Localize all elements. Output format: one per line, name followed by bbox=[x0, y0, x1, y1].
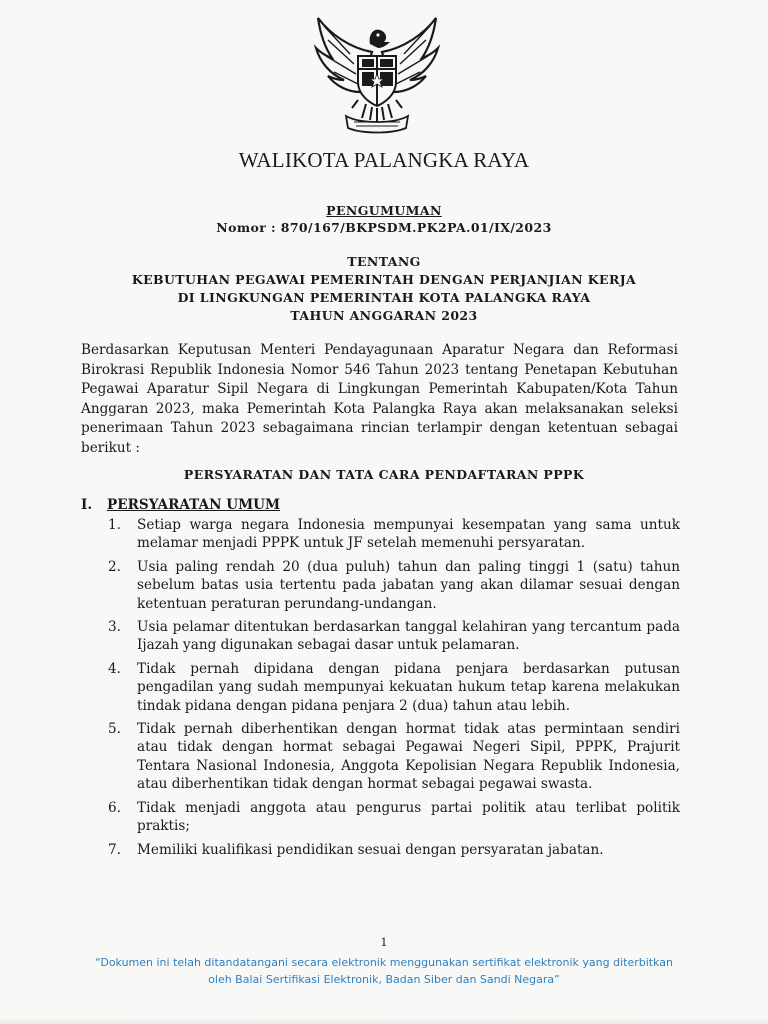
section-number: I. bbox=[81, 497, 93, 513]
item-text: Tidak pernah dipidana dengan pidana penjara berdasarkan putusan pengadilan yang sudah mempunyai kekuatan hukum tetap karena melakukan tindak pidana dengan pidana penjara 2 (dua) tahun atau lebih. bbox=[137, 660, 680, 714]
item-number: 4. bbox=[108, 660, 121, 677]
item-number: 2. bbox=[108, 558, 121, 575]
intro-paragraph: Berdasarkan Keputusan Menteri Pendayagunaan Aparatur Negara dan Reformasi Birokrasi Republik Indonesia Nomor 546 Tahun 2023 tentang Penetapan Kebutuhan Pegawai Aparatur Sipil Negara di Lingkungan Pemerintah Kabupaten/Kota Tahun Anggaran 2023, maka Pemerintah Kota Palangka Raya akan melaksanakan seleksi penerimaan Tahun 2023 sebagaimana rincian terlampir dengan ketentuan sebagai berikut : bbox=[81, 342, 678, 456]
item-text: Tidak pernah diberhentikan dengan hormat tidak atas permintaan sendiri atau tidak dengan hormat sebagai Pegawai Negeri Sipil, PPPK, Prajurit Tentara Nasional Indonesia, Anggota Kepolisian Negara Republik Indonesia, atau diberhentikan tidak dengan hormat sebagai pegawai swasta. bbox=[137, 721, 680, 793]
item-text: Tidak menjadi anggota atau pengurus partai politik atau terlibat politik praktis; bbox=[137, 799, 680, 835]
subject-line-2: DI LINGKUNGAN PEMERINTAH KOTA PALANGKA RAYA bbox=[177, 290, 591, 305]
e-signature-note-line-2: oleh Balai Sertifikasi Elektronik, Badan Siber dan Sandi Negara” bbox=[208, 973, 560, 986]
item-number: 5. bbox=[108, 721, 121, 738]
announcement-label: PENGUMUMAN bbox=[326, 203, 442, 218]
requirements-list bbox=[108, 516, 680, 864]
general-requirements-heading bbox=[81, 497, 280, 513]
item-text: Memiliki kualifikasi pendidikan sesuai dengan persyaratan jabatan. bbox=[137, 841, 604, 858]
subject-line-1: KEBUTUHAN PEGAWAI PEMERINTAH DENGAN PERJANJIAN KERJA bbox=[131, 272, 637, 287]
list-item bbox=[108, 660, 680, 715]
list-item bbox=[108, 618, 680, 655]
list-item bbox=[108, 799, 680, 836]
section-heading: PERSYARATAN DAN TATA CARA PENDAFTARAN PPPK bbox=[183, 467, 585, 482]
item-text: Usia pelamar ditentukan berdasarkan tanggal kelahiran yang tercantum pada Ijazah yang digunakan sebagai dasar untuk pelamaran. bbox=[137, 619, 680, 654]
e-signature-note bbox=[60, 954, 708, 988]
subject-line-3: TAHUN ANGGARAN 2023 bbox=[290, 308, 478, 323]
list-item bbox=[108, 516, 680, 553]
about-label: TENTANG bbox=[347, 254, 421, 269]
page-number: 1 bbox=[380, 936, 388, 949]
item-text: Usia paling rendah 20 (dua puluh) tahun dan paling tinggi 1 (satu) tahun sebelum batas usia tertentu pada jabatan yang akan dilamar sesuai dengan ketentuan peraturan perundang-undangan. bbox=[137, 558, 680, 612]
list-item bbox=[108, 841, 680, 859]
scan-edge-divider bbox=[0, 1018, 768, 1024]
list-item bbox=[108, 720, 680, 794]
item-number: 7. bbox=[108, 841, 121, 858]
section-title: PERSYARATAN UMUM bbox=[107, 497, 281, 513]
garuda-pancasila-emblem-icon bbox=[310, 12, 444, 142]
authority-title: WALIKOTA PALANGKA RAYA bbox=[238, 148, 530, 172]
item-number: 3. bbox=[108, 619, 121, 636]
e-signature-note-line-1: “Dokumen ini telah ditandatangani secara elektronik menggunakan sertifikat elektronik yang diterbitkan bbox=[94, 956, 674, 969]
announcement-number: Nomor : 870/167/BKPSDM.PK2PA.01/IX/2023 bbox=[216, 220, 552, 235]
list-item bbox=[108, 558, 680, 613]
item-text: Setiap warga negara Indonesia mempunyai kesempatan yang sama untuk melamar menjadi PPPK untuk JF setelah memenuhi persyaratan. bbox=[137, 517, 680, 552]
item-number: 1. bbox=[108, 517, 121, 533]
item-number: 6. bbox=[108, 799, 121, 816]
